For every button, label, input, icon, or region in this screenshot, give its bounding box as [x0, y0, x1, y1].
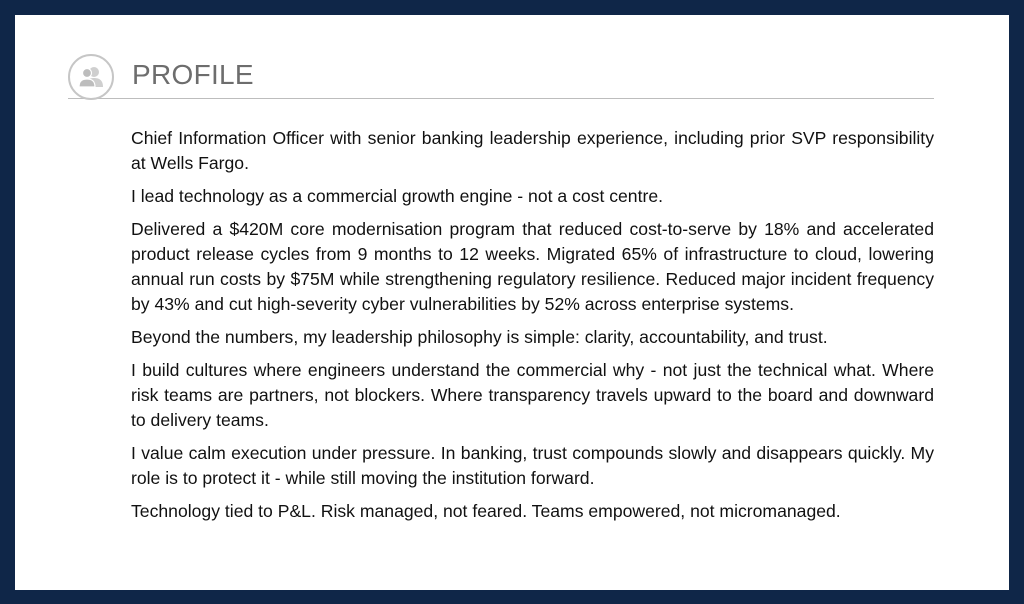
profile-header [68, 54, 934, 99]
profile-paragraph: Chief Information Officer with senior banking leadership experience, including prior SVP responsibility at Wells Fargo. [131, 128, 934, 173]
user-group-icon-glyph [78, 66, 104, 88]
profile-body [131, 126, 934, 532]
profile-paragraph: I lead technology as a commercial growth engine - not a cost centre. [131, 186, 664, 206]
profile-paragraph: Delivered a $420M core modernisation program that reduced cost-to-serve by 18% and accelerated product release cycles from 9 months to 12 weeks. Migrated 65% of infrastructure to cloud, lowering annual run costs by $75M while strengthening regulatory resilience. Reduced major incident frequency by 43% and cut high-severity cyber vulnerabilities by 52% across enterprise systems. [131, 219, 934, 314]
profile-paragraph: Technology tied to P&L. Risk managed, not feared. Teams empowered, not micromanaged. [131, 501, 841, 521]
user-group-icon [68, 54, 114, 100]
profile-paragraph: Beyond the numbers, my leadership philosophy is simple: clarity, accountability, and trust. [131, 327, 828, 347]
profile-card [15, 15, 1009, 590]
profile-paragraph: I value calm execution under pressure. In banking, trust compounds slowly and disappears quickly. My role is to protect it - while still moving the institution forward. [131, 443, 934, 488]
profile-paragraph: I build cultures where engineers understand the commercial why - not just the technical what. Where risk teams are partners, not blockers. Where transparency travels upward to the board and downward to delivery teams. [131, 360, 934, 430]
section-title: PROFILE [132, 59, 254, 90]
